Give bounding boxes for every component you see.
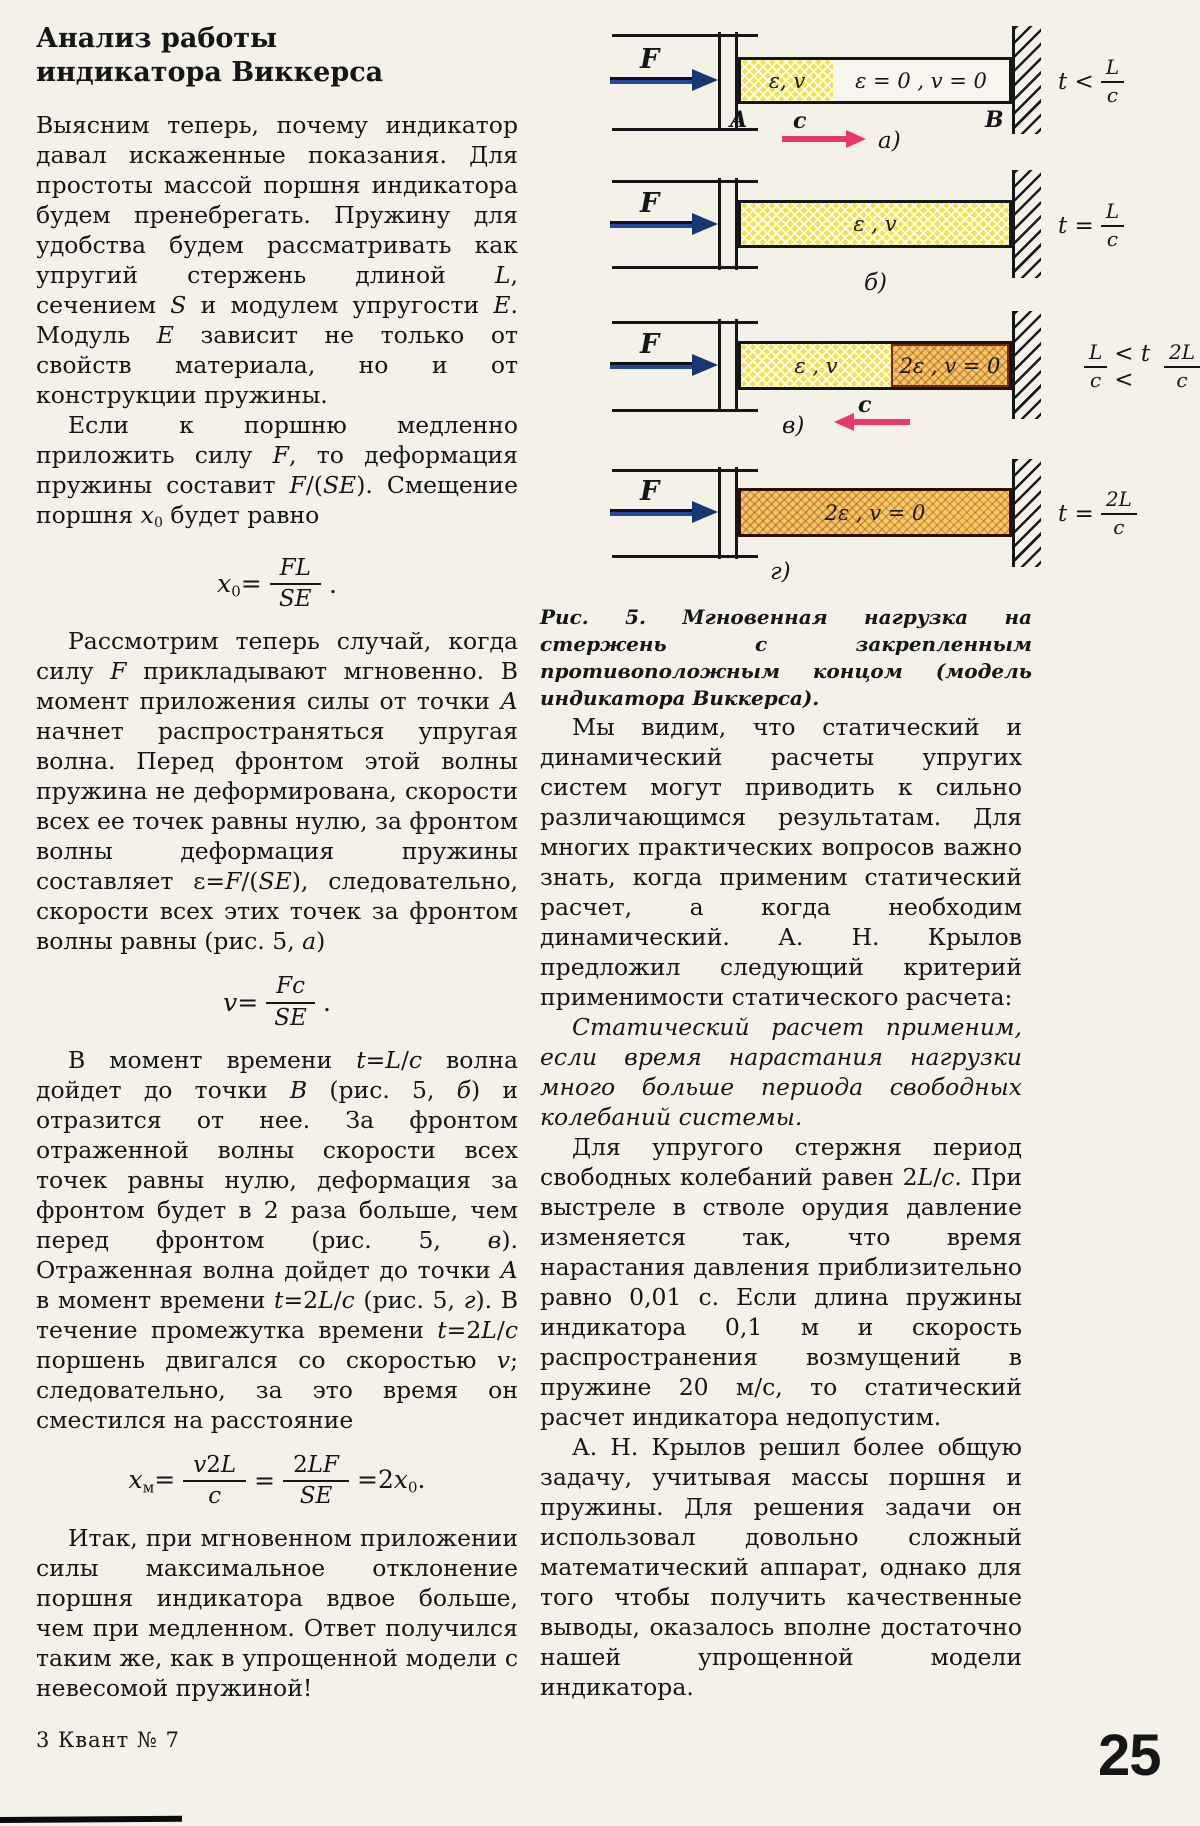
fraction-denominator: c — [1090, 368, 1102, 392]
force-arrow — [610, 77, 694, 84]
paragraph: А. Н. Крылов решил более общую задачу, учитывая массы поршня и пружины. Для решения задачи он использовал довольно сложный математический аппарат, однако для того чтобы получить качественные выводы, оказалось вполне достаточно нашей упрощенной модели индикатора. — [540, 1433, 1022, 1701]
wave-speed-label: c — [858, 392, 872, 418]
fraction — [1101, 200, 1124, 251]
fraction-numerator: 2L — [1101, 488, 1137, 515]
fraction — [1084, 341, 1107, 392]
time-lhs: t = — [1058, 500, 1094, 527]
paragraph: В момент времени t=L/c волна дойдет до точки В (рис. 5, б) и отразится от нее. За фронтом отраженной волны скорости всех точек равны нулю, деформация за фронтом будет в 2 раза больше, чем перед фронтом (рис. 5, в). Отраженная волна дойдет до точки А в момент времени t=2L/c (рис. 5, г). В течение промежутка времени t=2L/c поршень двигался со скоростью v; следовательно, за это время он сместился на расстояние — [36, 1045, 519, 1434]
scan-edge-artifact — [0, 1816, 182, 1823]
fraction-denominator: SE — [279, 586, 312, 613]
wave-arrow — [782, 136, 848, 142]
time-condition-g — [1058, 488, 1137, 539]
formula-xm — [36, 1452, 518, 1510]
force-arrow — [610, 509, 694, 516]
formula-rhs: $=2x_0$. — [357, 1465, 426, 1497]
paragraph: Рассмотрим теперь случай, когда силу F прикладывают мгновенно. В момент приложения силы от точки А начнет распространяться упругая волна. Перед фронтом этой волны пружина не деформирована, скорости всех ее точек равны нулю, за фронтом волны деформация пружины составляет ε=F/(SE), следовательно, скорости всех этих точек за фронтом волны равны (рис. 5, а) — [36, 627, 518, 956]
doubly-compressed-segment: 2ε , v = 0 — [741, 491, 1009, 534]
fraction-numerator: 2L — [1164, 341, 1200, 368]
fraction — [1101, 488, 1137, 539]
left-column — [36, 22, 518, 1703]
equals-sign: = — [254, 1466, 276, 1496]
time-lhs: t < — [1058, 68, 1094, 95]
elastic-rod — [738, 341, 1012, 390]
fraction — [266, 973, 315, 1031]
force-arrow-head — [692, 501, 718, 523]
undisturbed-segment: ε = 0 , v = 0 — [855, 68, 987, 93]
elastic-rod — [738, 200, 1012, 248]
fraction — [183, 1452, 246, 1510]
time-lhs: t = — [1058, 212, 1094, 239]
wave-arrow — [854, 419, 910, 425]
force-arrow-head — [692, 213, 718, 235]
piston — [718, 467, 738, 559]
doubly-compressed-segment: 2ε , v = 0 — [891, 344, 1009, 387]
panel-tag-b: б) — [864, 270, 888, 296]
elastic-rod — [738, 488, 1012, 537]
wave-arrow-head — [846, 130, 866, 148]
force-label: F — [640, 476, 660, 507]
paragraph-criterion: Статический расчет применим, если время нарастания нагрузки много больше периода свободных колебаний системы. — [540, 1013, 1022, 1131]
wave-arrow-head — [834, 413, 854, 431]
wall-hatching — [1012, 26, 1041, 134]
formula-lhs: v= — [223, 988, 259, 1018]
fraction-denominator: c — [1176, 368, 1188, 392]
formula-lhs: $x_0=$ — [217, 568, 262, 601]
compressed-segment: ε, v — [741, 60, 833, 101]
wall-hatching — [1012, 459, 1041, 567]
time-middle: < t < — [1114, 341, 1151, 393]
point-a-label: A — [730, 107, 748, 133]
panel-tag-v: в) — [782, 413, 805, 439]
time-condition-a — [1058, 56, 1124, 107]
fraction — [270, 555, 321, 613]
compressed-segment: ε , v — [741, 344, 891, 387]
figure5-diagram — [540, 8, 1200, 604]
figure5-caption: Рис. 5. Мгновенная нагрузка на стержень с закрепленным противоположным концом (модель индикатора Виккерса). — [540, 605, 1032, 710]
force-arrow-head — [692, 69, 718, 91]
force-label: F — [640, 329, 660, 360]
fraction-numerator: 2LF — [283, 1452, 349, 1482]
force-label: F — [640, 188, 660, 219]
panel-tag-g: г) — [770, 559, 791, 585]
force-arrow-head — [692, 354, 718, 376]
wall-hatching — [1012, 311, 1041, 419]
time-condition-v — [1084, 341, 1200, 393]
wall-hatching — [1012, 170, 1041, 278]
paragraph: Для упругого стержня период свободных колебаний равен 2L/c. При выстреле в стволе орудия давление изменяется так, что время нарастания давления приблизительно равно 0,01 с. Если длина пружины индикатора 0,1 м и скорость распространения возмущений в пружине 20 м/с, то статический расчет индикатора недопустим. — [540, 1133, 1022, 1431]
issue-footnote: 3 Квант № 7 — [36, 1728, 180, 1752]
paragraph: Итак, при мгновенном приложении силы максимальное отклонение поршня индикатора вдвое больше, чем при медленном. Ответ получился таким же, как в упрощенной модели с невесомой пружиной! — [36, 1523, 518, 1702]
fraction-numerator: L — [1101, 200, 1124, 227]
fraction-denominator: SE — [299, 1482, 333, 1509]
fraction-numerator: L — [1101, 56, 1124, 83]
article-title-line1: Анализ работы — [36, 23, 278, 54]
fraction — [283, 1452, 349, 1510]
elastic-rod — [738, 57, 1012, 104]
formula-tail: . — [328, 569, 337, 599]
wave-speed-label: c — [793, 108, 807, 134]
formula-v — [36, 973, 518, 1031]
force-arrow — [610, 221, 694, 228]
piston — [718, 319, 738, 411]
force-arrow — [610, 362, 694, 369]
right-column — [540, 712, 1022, 1702]
fraction-numerator: FL — [270, 555, 321, 585]
time-condition-b — [1058, 200, 1124, 251]
fraction-denominator: c — [1106, 226, 1119, 251]
fraction-denominator: c — [208, 1482, 222, 1509]
formula-x0 — [36, 555, 518, 613]
page-number: 25 — [1098, 1723, 1161, 1788]
piston — [718, 178, 738, 270]
paragraph: Выясним теперь, почему индикатор давал искаженные показания. Для простоты массой поршня индикатора будем пренебрегать. Пружину для удобства будем рассматривать как упругий стержень длиной L, сечением S и модулем упругости E. Модуль E зависит не только от свойств материала, но и от конструкции пружины. — [36, 111, 519, 409]
fraction-numerator: L — [1084, 341, 1107, 368]
fraction-denominator: c — [1113, 514, 1125, 539]
paragraph: Мы видим, что статический и динамический расчеты упругих систем могут приводить к сильно различающимся результатам. Для многих практических вопросов важно знать, когда применим статический расчет, а когда необходим динамический. А. Н. Крылов предложил следующий критерий применимости статического расчета: — [540, 713, 1022, 1011]
fraction-denominator: SE — [274, 1004, 307, 1031]
fraction-numerator: v2L — [183, 1452, 246, 1482]
force-label: F — [640, 44, 660, 75]
fraction — [1164, 341, 1200, 392]
compressed-segment: ε , v — [741, 203, 1009, 245]
fraction-denominator: c — [1106, 82, 1119, 107]
panel-tag-a: а) — [878, 128, 901, 154]
article-title — [36, 22, 518, 90]
formula-tail: . — [322, 988, 331, 1018]
point-b-label: B — [985, 107, 1004, 133]
paragraph: Если к поршню медленно приложить силу F, то деформация пружины составит F/(SE). Смещение поршня $x_0$ будет равно — [36, 411, 519, 532]
article-title-line2: индикатора Виккерса — [36, 57, 384, 88]
formula-lhs: $x_м=$ — [128, 1465, 176, 1497]
fraction — [1101, 56, 1124, 107]
fraction-numerator: Fc — [266, 973, 315, 1003]
